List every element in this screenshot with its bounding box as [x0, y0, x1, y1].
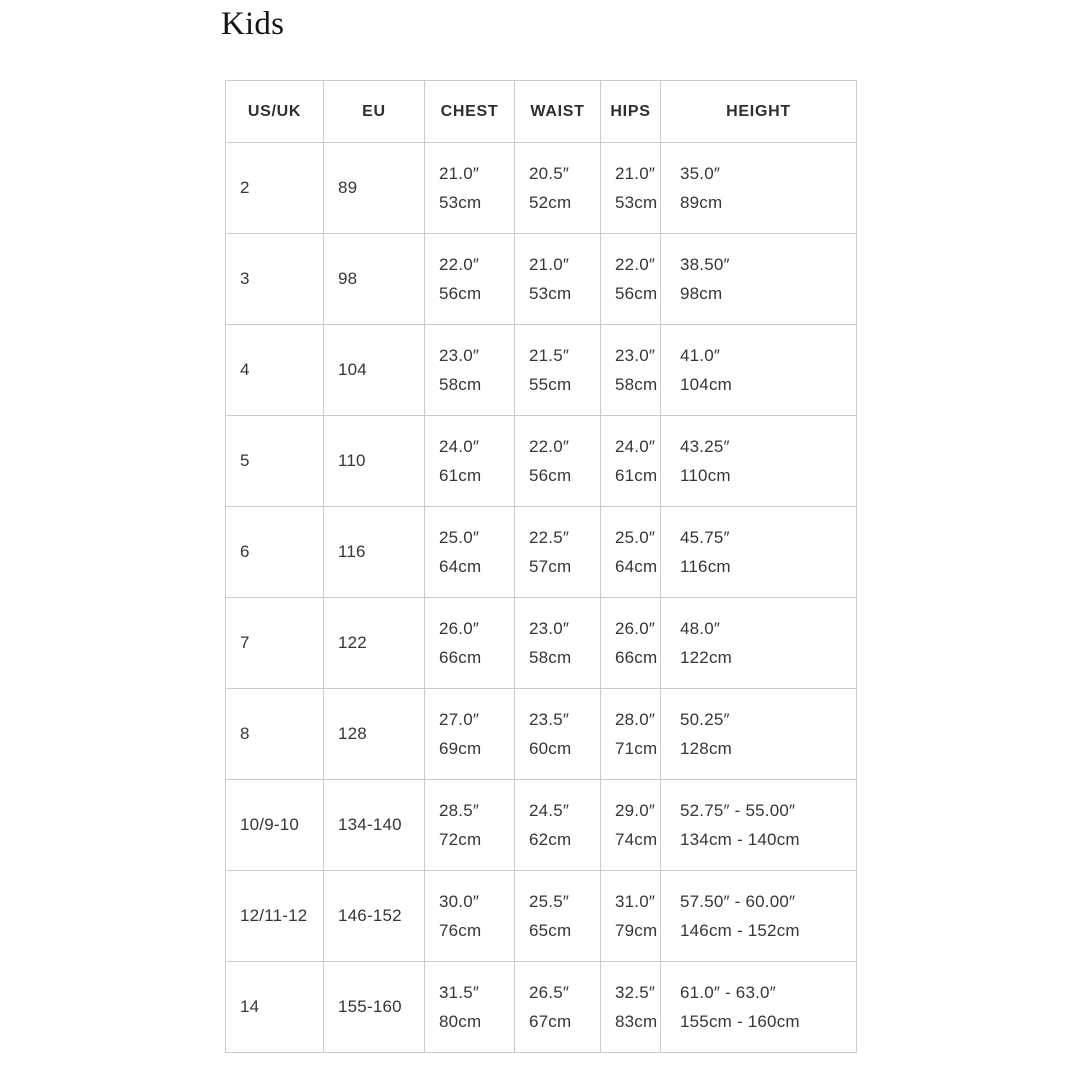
column-header-eu: EU	[324, 81, 425, 143]
waist-cm: 58cm	[529, 648, 572, 667]
chest-cm: 61cm	[439, 466, 482, 485]
cell-us-uk-size: 8	[226, 689, 324, 780]
cell-eu-size: 134-140	[324, 780, 425, 871]
height-inches: 41.0″	[680, 346, 721, 365]
column-header-height: HEIGHT	[661, 81, 857, 143]
cell-hips	[601, 234, 661, 325]
waist-inches: 24.5″	[529, 801, 570, 820]
chest-cm: 76cm	[439, 921, 482, 940]
cell-waist	[515, 689, 601, 780]
waist-cm: 57cm	[529, 557, 572, 576]
hips-inches: 22.0″	[615, 255, 656, 274]
height-inches: 61.0″ - 63.0″	[680, 983, 776, 1002]
table-row	[226, 234, 857, 325]
hips-cm: 74cm	[615, 830, 658, 849]
cell-height	[661, 234, 857, 325]
cell-height	[661, 325, 857, 416]
height-cm: 128cm	[680, 739, 733, 758]
hips-inches: 29.0″	[615, 801, 656, 820]
hips-cm: 66cm	[615, 648, 658, 667]
hips-cm: 71cm	[615, 739, 658, 758]
height-inches: 38.50″	[680, 255, 730, 274]
cell-chest	[425, 598, 515, 689]
cell-waist	[515, 871, 601, 962]
table-row	[226, 507, 857, 598]
waist-cm: 65cm	[529, 921, 572, 940]
waist-inches: 25.5″	[529, 892, 570, 911]
cell-waist	[515, 234, 601, 325]
chest-inches: 30.0″	[439, 892, 480, 911]
cell-chest	[425, 871, 515, 962]
cell-eu-size: 104	[324, 325, 425, 416]
cell-waist	[515, 507, 601, 598]
cell-eu-size: 122	[324, 598, 425, 689]
cell-waist	[515, 598, 601, 689]
chest-cm: 58cm	[439, 375, 482, 394]
cell-eu-size: 116	[324, 507, 425, 598]
waist-cm: 62cm	[529, 830, 572, 849]
cell-hips	[601, 871, 661, 962]
cell-height	[661, 598, 857, 689]
waist-cm: 55cm	[529, 375, 572, 394]
cell-eu-size: 128	[324, 689, 425, 780]
cell-us-uk-size: 4	[226, 325, 324, 416]
chest-cm: 56cm	[439, 284, 482, 303]
cell-height	[661, 780, 857, 871]
cell-chest	[425, 234, 515, 325]
cell-hips	[601, 598, 661, 689]
hips-inches: 31.0″	[615, 892, 656, 911]
hips-cm: 53cm	[615, 193, 658, 212]
cell-eu-size: 89	[324, 143, 425, 234]
cell-height	[661, 507, 857, 598]
chest-cm: 53cm	[439, 193, 482, 212]
chest-cm: 72cm	[439, 830, 482, 849]
cell-hips	[601, 143, 661, 234]
table-row	[226, 871, 857, 962]
waist-inches: 21.5″	[529, 346, 570, 365]
chest-inches: 27.0″	[439, 710, 480, 729]
cell-us-uk-size: 14	[226, 962, 324, 1053]
height-cm: 98cm	[680, 284, 723, 303]
hips-cm: 83cm	[615, 1012, 658, 1031]
cell-hips	[601, 507, 661, 598]
chest-cm: 66cm	[439, 648, 482, 667]
column-header-waist: WAIST	[515, 81, 601, 143]
cell-waist	[515, 780, 601, 871]
cell-height	[661, 871, 857, 962]
cell-chest	[425, 507, 515, 598]
waist-inches: 23.5″	[529, 710, 570, 729]
height-inches: 57.50″ - 60.00″	[680, 892, 796, 911]
cell-hips	[601, 780, 661, 871]
hips-inches: 21.0″	[615, 164, 656, 183]
chest-inches: 22.0″	[439, 255, 480, 274]
waist-inches: 23.0″	[529, 619, 570, 638]
cell-chest	[425, 416, 515, 507]
chest-inches: 26.0″	[439, 619, 480, 638]
chest-cm: 80cm	[439, 1012, 482, 1031]
height-inches: 52.75″ - 55.00″	[680, 801, 796, 820]
cell-hips	[601, 689, 661, 780]
waist-cm: 60cm	[529, 739, 572, 758]
header-row	[226, 81, 857, 143]
height-cm: 146cm - 152cm	[680, 921, 800, 940]
height-inches: 35.0″	[680, 164, 721, 183]
hips-cm: 56cm	[615, 284, 658, 303]
height-cm: 134cm - 140cm	[680, 830, 800, 849]
cell-hips	[601, 962, 661, 1053]
height-cm: 155cm - 160cm	[680, 1012, 800, 1031]
cell-waist	[515, 416, 601, 507]
cell-hips	[601, 416, 661, 507]
cell-chest	[425, 143, 515, 234]
table-row	[226, 598, 857, 689]
column-header-us-uk: US/UK	[226, 81, 324, 143]
cell-hips	[601, 325, 661, 416]
waist-inches: 22.0″	[529, 437, 570, 456]
height-inches: 48.0″	[680, 619, 721, 638]
waist-inches: 21.0″	[529, 255, 570, 274]
waist-inches: 20.5″	[529, 164, 570, 183]
column-header-hips: HIPS	[601, 81, 661, 143]
hips-cm: 58cm	[615, 375, 658, 394]
height-inches: 50.25″	[680, 710, 730, 729]
cell-waist	[515, 325, 601, 416]
height-inches: 43.25″	[680, 437, 730, 456]
cell-height	[661, 689, 857, 780]
hips-inches: 24.0″	[615, 437, 656, 456]
cell-waist	[515, 962, 601, 1053]
height-cm: 110cm	[680, 466, 731, 485]
column-header-chest: CHEST	[425, 81, 515, 143]
hips-inches: 25.0″	[615, 528, 656, 547]
table-body	[226, 143, 857, 1053]
chest-inches: 31.5″	[439, 983, 480, 1002]
height-cm: 89cm	[680, 193, 723, 212]
cell-height	[661, 143, 857, 234]
cell-chest	[425, 689, 515, 780]
waist-inches: 26.5″	[529, 983, 570, 1002]
chest-inches: 23.0″	[439, 346, 480, 365]
cell-eu-size: 98	[324, 234, 425, 325]
page-title: Kids	[221, 6, 285, 42]
table-row	[226, 689, 857, 780]
chest-inches: 21.0″	[439, 164, 480, 183]
hips-inches: 28.0″	[615, 710, 656, 729]
hips-cm: 64cm	[615, 557, 658, 576]
cell-us-uk-size: 2	[226, 143, 324, 234]
cell-us-uk-size: 5	[226, 416, 324, 507]
height-cm: 122cm	[680, 648, 733, 667]
chest-inches: 28.5″	[439, 801, 480, 820]
hips-inches: 23.0″	[615, 346, 656, 365]
cell-chest	[425, 325, 515, 416]
table-row	[226, 143, 857, 234]
hips-cm: 61cm	[615, 466, 658, 485]
chest-cm: 64cm	[439, 557, 482, 576]
chest-cm: 69cm	[439, 739, 482, 758]
hips-inches: 26.0″	[615, 619, 656, 638]
waist-cm: 56cm	[529, 466, 572, 485]
hips-inches: 32.5″	[615, 983, 656, 1002]
waist-cm: 52cm	[529, 193, 572, 212]
cell-chest	[425, 780, 515, 871]
height-cm: 104cm	[680, 375, 733, 394]
cell-eu-size: 146-152	[324, 871, 425, 962]
height-inches: 45.75″	[680, 528, 730, 547]
waist-cm: 67cm	[529, 1012, 572, 1031]
waist-cm: 53cm	[529, 284, 572, 303]
height-cm: 116cm	[680, 557, 731, 576]
cell-eu-size: 155-160	[324, 962, 425, 1053]
kids-size-table	[225, 80, 857, 1053]
cell-height	[661, 416, 857, 507]
cell-us-uk-size: 10/9-10	[226, 780, 324, 871]
table-row	[226, 325, 857, 416]
cell-height	[661, 962, 857, 1053]
chest-inches: 24.0″	[439, 437, 480, 456]
table-row	[226, 416, 857, 507]
chest-inches: 25.0″	[439, 528, 480, 547]
table-row	[226, 780, 857, 871]
cell-us-uk-size: 3	[226, 234, 324, 325]
cell-eu-size: 110	[324, 416, 425, 507]
waist-inches: 22.5″	[529, 528, 570, 547]
cell-waist	[515, 143, 601, 234]
cell-us-uk-size: 7	[226, 598, 324, 689]
cell-us-uk-size: 6	[226, 507, 324, 598]
cell-us-uk-size: 12/11-12	[226, 871, 324, 962]
table-row	[226, 962, 857, 1053]
cell-chest	[425, 962, 515, 1053]
hips-cm: 79cm	[615, 921, 658, 940]
